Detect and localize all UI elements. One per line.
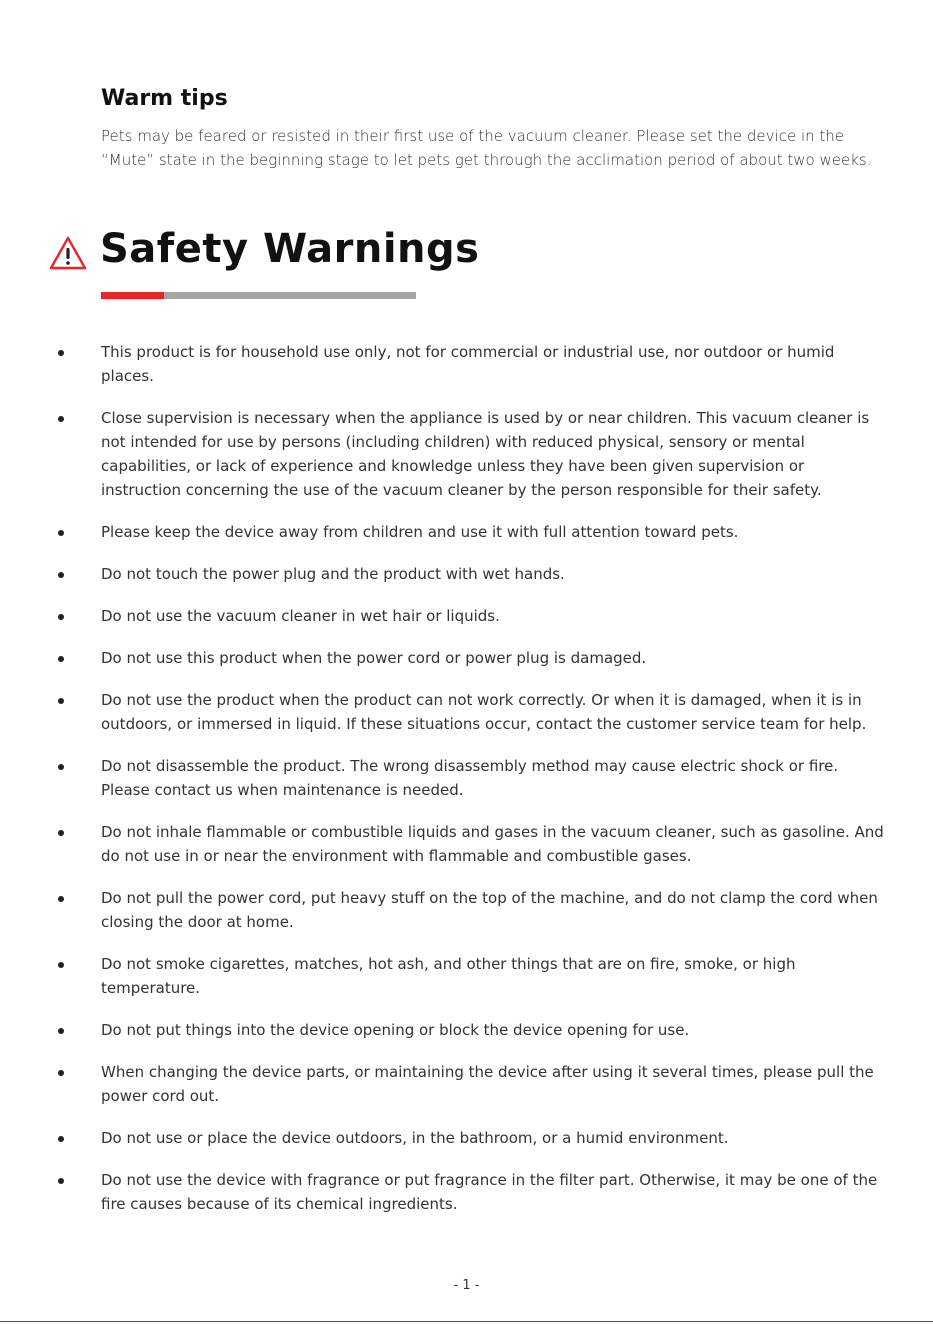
bullet-icon <box>58 1070 64 1076</box>
warm-tips-heading: Warm tips <box>101 86 228 111</box>
list-item <box>0 646 886 670</box>
bullet-icon <box>58 896 64 902</box>
list-item <box>0 1060 886 1108</box>
list-item <box>0 340 886 388</box>
bullet-icon <box>58 962 64 968</box>
list-item <box>0 562 886 586</box>
bullet-icon <box>58 416 64 422</box>
list-item-text: Do not disassemble the product. The wrong disassembly method may cause electric shock or fire. Please contact us when maintenance is needed. <box>101 757 839 799</box>
list-item <box>0 952 886 1000</box>
list-item-text: Do not inhale flammable or combustible liquids and gases in the vacuum cleaner, such as gasoline. And do not use in or near the environment with flammable and combustible gases. <box>101 823 884 865</box>
list-item-text: Do not pull the power cord, put heavy stuff on the top of the machine, and do not clamp the cord when closing the door at home. <box>101 889 878 931</box>
list-item <box>0 604 886 628</box>
list-item <box>0 688 886 736</box>
bullet-icon <box>58 698 64 704</box>
list-item <box>0 820 886 868</box>
warm-tips-text: Pets may be feared or resisted in their first use of the vacuum cleaner. Please set the device in the “Mute” state in the beginning stage to let pets get through the acclimation period of about two weeks. <box>101 127 872 169</box>
list-item-text: This product is for household use only, not for commercial or industrial use, nor outdoor or humid places. <box>101 343 835 385</box>
bullet-icon <box>58 530 64 536</box>
bullet-icon <box>58 614 64 620</box>
page-bottom-divider <box>0 1321 933 1322</box>
list-item <box>0 520 886 544</box>
list-item-text: Do not use or place the device outdoors, in the bathroom, or a humid environment. <box>101 1129 729 1147</box>
list-item-text: Close supervision is necessary when the appliance is used by or near children. This vacuum cleaner is not intended for use by persons (including children) with reduced physical, sensory or mental capabilities, or lack of experience and knowledge unless they have been given supervision or instruction concerning the use of the vacuum cleaner by the person responsible for their safety. <box>101 409 870 499</box>
list-item-text: When changing the device parts, or maintaining the device after using it several times, please pull the power cord out. <box>101 1063 874 1105</box>
bullet-icon <box>58 572 64 578</box>
list-item <box>0 1126 886 1150</box>
warning-triangle-icon <box>49 236 87 270</box>
safety-warnings-heading: Safety Warnings <box>100 226 480 272</box>
bullet-icon <box>58 656 64 662</box>
list-item-text: Do not put things into the device opening or block the device opening for use. <box>101 1021 690 1039</box>
list-item <box>0 406 886 502</box>
bullet-icon <box>58 1178 64 1184</box>
bullet-icon <box>58 1028 64 1034</box>
safety-warnings-list <box>0 340 933 1234</box>
heading-underline-accent <box>101 292 164 299</box>
list-item-text: Please keep the device away from children and use it with full attention toward pets. <box>101 523 739 541</box>
list-item <box>0 754 886 802</box>
bullet-icon <box>58 350 64 356</box>
list-item-text: Do not use the device with fragrance or put fragrance in the filter part. Otherwise, it may be one of the fire causes because of its chemical ingredients. <box>101 1171 878 1213</box>
bullet-icon <box>58 830 64 836</box>
heading-underline-bar <box>101 292 416 299</box>
list-item <box>0 886 886 934</box>
list-item-text: Do not use the vacuum cleaner in wet hair or liquids. <box>101 607 500 625</box>
list-item-text: Do not touch the power plug and the product with wet hands. <box>101 565 565 583</box>
bullet-icon <box>58 1136 64 1142</box>
page-number: - 1 - <box>453 1278 480 1293</box>
list-item <box>0 1018 886 1042</box>
list-item-text: Do not smoke cigarettes, matches, hot ash, and other things that are on fire, smoke, or high temperature. <box>101 955 796 997</box>
list-item <box>0 1168 886 1216</box>
list-item-text: Do not use the product when the product can not work correctly. Or when it is damaged, when it is in outdoors, or immersed in liquid. If these situations occur, contact the customer service team for help. <box>101 691 867 733</box>
bullet-icon <box>58 764 64 770</box>
list-item-text: Do not use this product when the power cord or power plug is damaged. <box>101 649 647 667</box>
